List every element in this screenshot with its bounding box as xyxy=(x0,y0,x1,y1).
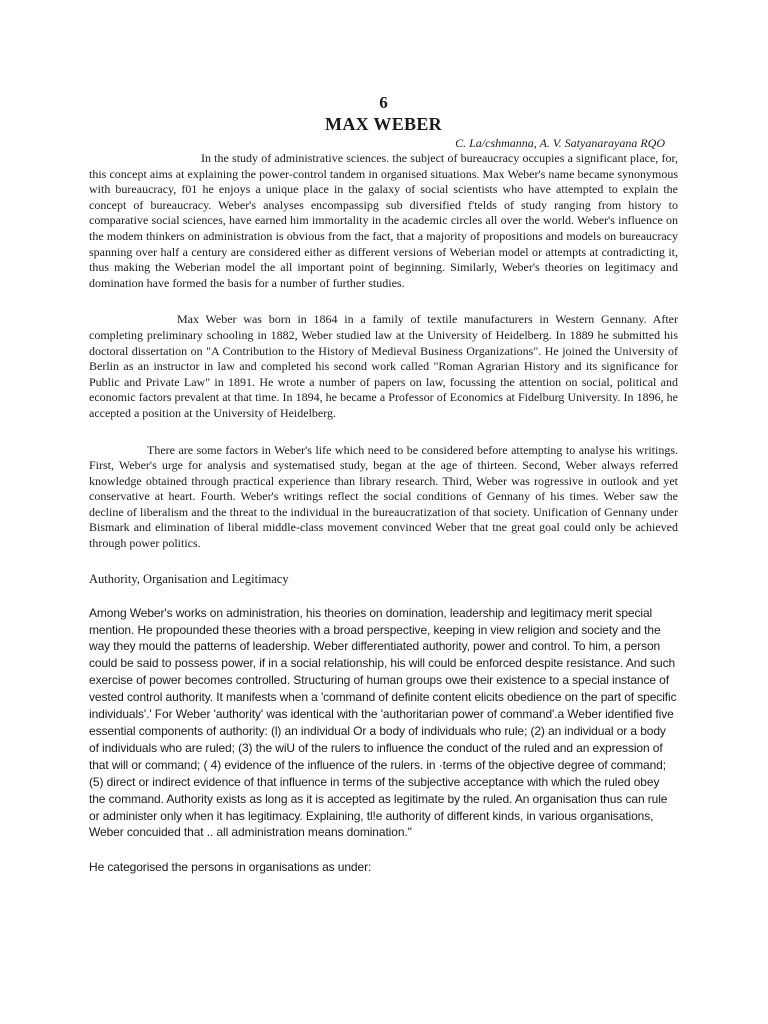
chapter-title: MAX WEBER xyxy=(325,114,442,134)
section-heading: Authority, Organisation and Legitimacy xyxy=(89,571,289,586)
paragraph-categories: He categorised the persons in organisations as under: xyxy=(89,860,372,875)
paragraph-intro: In the study of administrative sciences. the subject of bureaucracy occupies a significant place, for, this concept aims at explaining the power-control tandem in organised situations. Max Weber's name became synonymous with bureaucracy, f01 he enjoys a unique place in the galaxy of social scientists who have attempted to explain the concept of bureaucracy. Weber's analyses encompassipg sub diversified f'telds of study ranging from history to comparative social sciences, have earned him immortality in the academic circles all over the world. Weber's influence on the modem thinkers on administration is obvious from the fact, that a majority of propositions and models on bureaucracy spanning over half a century are considered either as different versions of Weberian model or attempts at contradicting it, thus making the Weberian model the all important point of beginning. Similarly, Weber's theories on legitimacy and domination have formed the basis for a number of further studies. xyxy=(89,151,678,290)
document-page xyxy=(89,94,678,876)
paragraph-biography: Max Weber was born in 1864 in a family of textile manufacturers in Western Gennany. After completing preliminary schooling in 1882, Weber studied law at the University of Heidelberg. In 1889 he submitted his doctoral dissertation on "A Contribution to the History of Medieval Business Organizations". He joined the University of Berlin as an instructor in law and completed his second work called "Roman Agrarian History and its significance for Public and Private Law" in 1891. He wrote a number of papers on law, focussing the attention on social, political and economic factors prevalent at that time. In 1894, he became a Professor of Economics at Fidelburg University. In 1896, he accepted a position at the University of Heidelberg. xyxy=(89,312,678,420)
paragraph-authority: Among Weber's works on administration, his theories on domination, leadership and legitimacy merit special mention. He propounded these theories with a broad perspective, keeping in view religion and society and the way they mould the patterns of leadership. Weber differentiated authority, power and control. To him, a person could be said to possess power, if in a social relationship, his will could be enforced despite resistance. And such exercise of power becomes controlled. Structuring of human groups owe their existence to a special instance of vested control authority. It manifests when a 'command of definite content elicits obedience on the part of specific individuals'.' For Weber 'authority' was identical with the 'authoritarian power of command'.a Weber identified five essential components of authority: (l) an individual Or a body of individuals who rule; (2) an individual or a body of individuals who are ruled; (3) the wiU of the rulers to influence the conduct of the ruled and an expression of that will or command; ( 4) evidence of the influence of the rulers. in ·terms of the objective degree of command; (5) direct or indirect evidence of that influence in terms of the subjective acceptance with which the ruled obey the command. Authority exists as long as it is accepted as legitimate by the ruled. An organisation thus can rule or administer only when it has legitimacy. Explaining, tl!e authority of different kinds, in various organisations, Weber concuided that .. all administration means domination." xyxy=(89,605,677,840)
paragraph-factors: There are some factors in Weber's life which need to be considered before attempting to analyse his writings. First, Weber's urge for analysis and systematised study, began at the age of thirteen. Second, Weber always referred knowledge obtained through practical experience than library research. Third, Weber was rogressive in outlook and yet conservative at heart. Fourth. Weber's writings reflect the social conditions of Gennany of his times. Weber saw the decline of liberalism and the threat to the individual in the bureaucratization of that society. Unification of Gennany under Bismark and elimination of liberal middle-class movement convinced Weber that tne great goal could only be achieved through power politics. xyxy=(89,442,678,551)
chapter-authors: C. La/cshmanna, A. V. Satyanarayana RQO xyxy=(455,136,665,150)
chapter-number: 6 xyxy=(379,93,388,112)
